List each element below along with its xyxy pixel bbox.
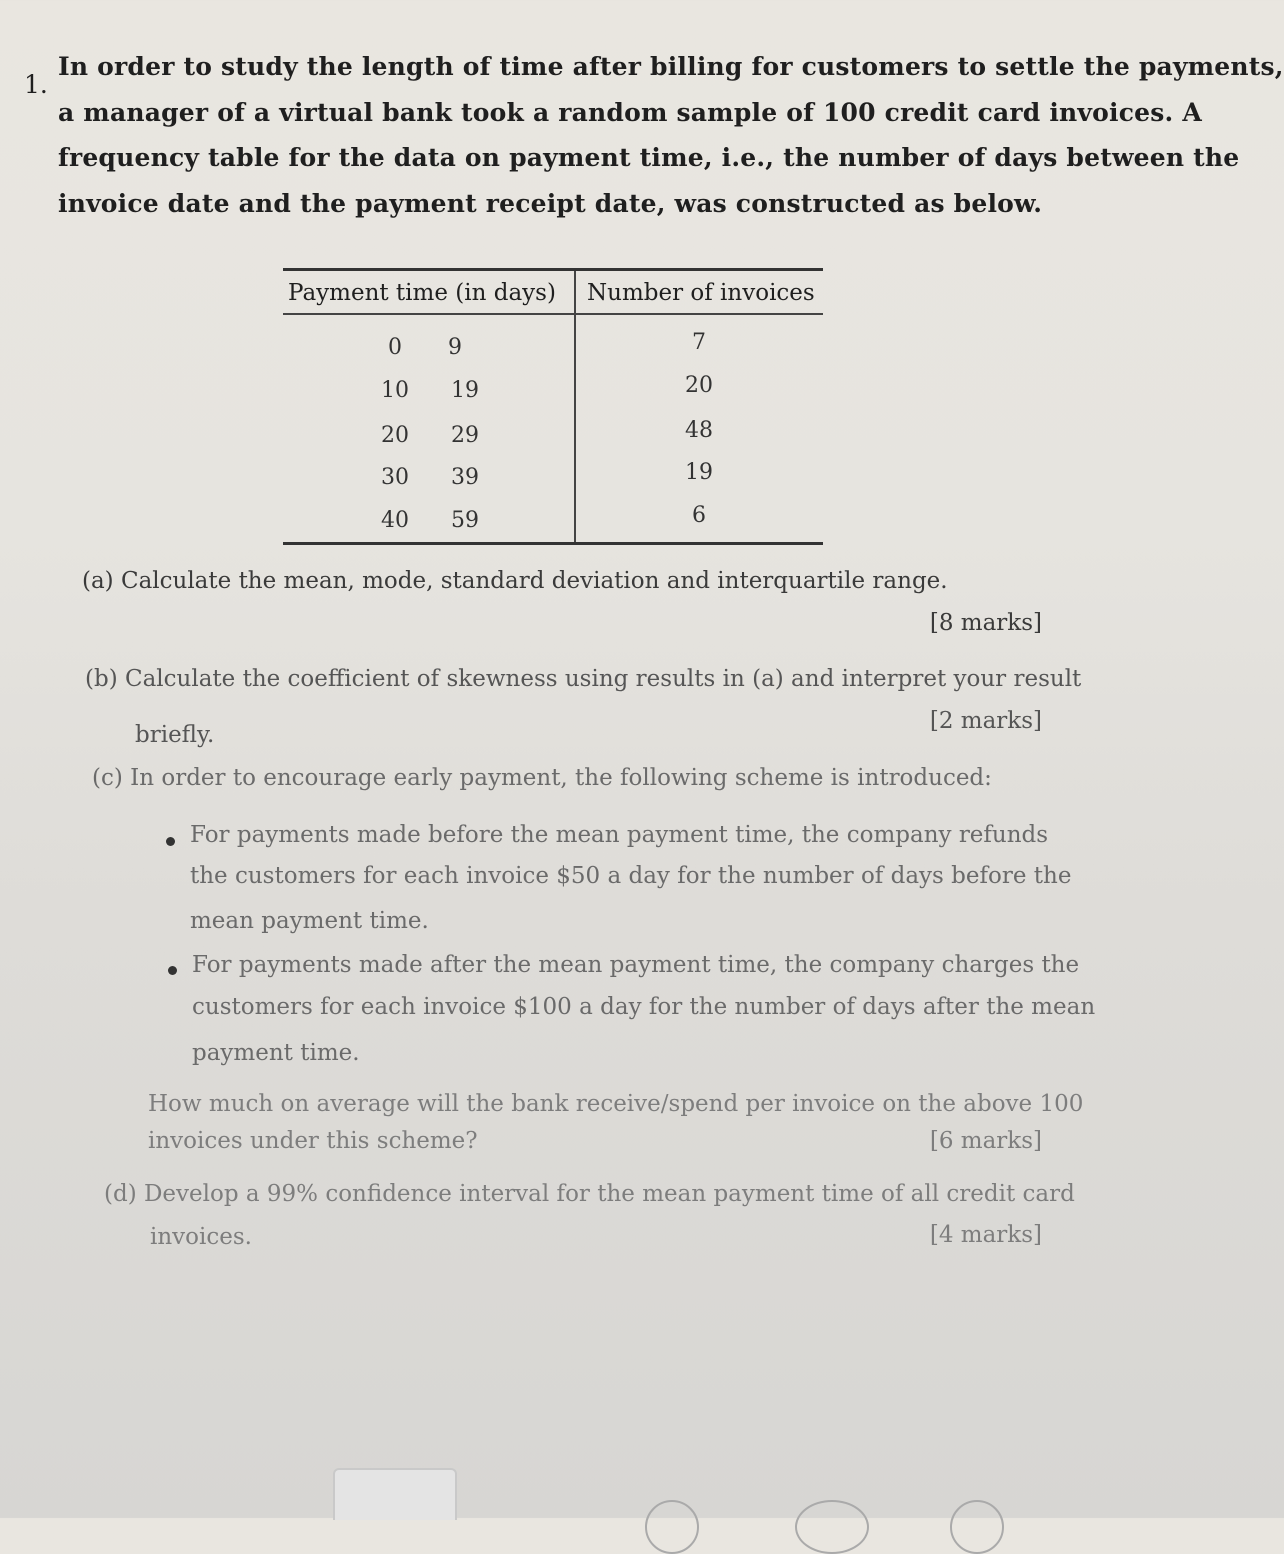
row-5-low: 40	[381, 508, 409, 533]
row-3-count: 48	[685, 418, 713, 443]
row-2-high: 19	[451, 378, 479, 403]
stem-line-4: invoice date and the payment receipt date, was constructed as below.	[58, 189, 1043, 218]
bottom-thumbnail-frame	[333, 1468, 457, 1520]
question-number: 1.	[24, 70, 48, 99]
part-a-marks: [8 marks]	[929, 610, 1042, 636]
row-2-count: 20	[685, 373, 713, 398]
row-2-low: 10	[381, 378, 409, 403]
part-c-bullet-2-line-2: customers for each invoice $100 a day for the number of days after the mean	[192, 994, 1096, 1020]
part-c-bullet-1-line-2: the customers for each invoice $50 a day for the number of days before the	[190, 863, 1072, 889]
part-c-bullet-2-line-1: For payments made after the mean payment time, the company charges the	[192, 952, 1080, 978]
bullet-dot-1	[166, 837, 175, 846]
stem-line-1: In order to study the length of time after billing for customers to settle the payments,	[58, 52, 1284, 81]
row-1-high: 9	[448, 335, 462, 360]
bottom-circle-icon-1	[645, 1500, 699, 1554]
row-5-high: 59	[451, 508, 479, 533]
row-3-high: 29	[451, 423, 479, 448]
row-4-count: 19	[685, 460, 713, 485]
table-column-divider	[574, 271, 576, 542]
table-top-rule	[283, 268, 823, 271]
part-d-line-1: (d) Develop a 99% confidence interval for the mean payment time of all credit card	[104, 1181, 1075, 1207]
row-4-low: 30	[381, 465, 409, 490]
part-d-marks: [4 marks]	[929, 1222, 1042, 1248]
part-c-marks: [6 marks]	[929, 1128, 1042, 1154]
bullet-dot-2	[168, 966, 177, 975]
stem-line-3: frequency table for the data on payment time, i.e., the number of days between the	[58, 143, 1240, 172]
row-4-high: 39	[451, 465, 479, 490]
header-payment-time: Payment time (in days)	[288, 280, 556, 306]
stem-line-2: a manager of a virtual bank took a random sample of 100 credit card invoices. A	[58, 98, 1202, 127]
row-1-low: 0	[388, 335, 402, 360]
part-c-bullet-2-line-3: payment time.	[192, 1040, 360, 1066]
header-number-of-invoices: Number of invoices	[587, 280, 815, 306]
row-3-low: 20	[381, 423, 409, 448]
part-c-question-line-2: invoices under this scheme?	[148, 1128, 478, 1154]
bottom-circle-icon-3	[950, 1500, 1004, 1554]
part-c-intro: (c) In order to encourage early payment, the following scheme is introduced:	[92, 765, 992, 791]
part-c-bullet-1-line-1: For payments made before the mean payment time, the company refunds	[190, 822, 1049, 848]
part-b-marks: [2 marks]	[929, 708, 1042, 734]
part-c-bullet-1-line-3: mean payment time.	[190, 908, 429, 934]
row-1-count: 7	[692, 330, 706, 355]
part-d-line-2: invoices.	[150, 1224, 252, 1250]
table-header-rule	[283, 313, 823, 315]
row-5-count: 6	[692, 503, 706, 528]
table-bottom-rule	[283, 542, 823, 545]
part-b-line-1: (b) Calculate the coefficient of skewness using results in (a) and interpret your result	[85, 666, 1082, 692]
bottom-circle-icon-2	[795, 1500, 869, 1554]
part-c-question-line-1: How much on average will the bank receive/spend per invoice on the above 100	[148, 1091, 1084, 1117]
part-a-text: (a) Calculate the mean, mode, standard deviation and interquartile range.	[82, 568, 948, 594]
part-b-line-2: briefly.	[135, 722, 215, 748]
